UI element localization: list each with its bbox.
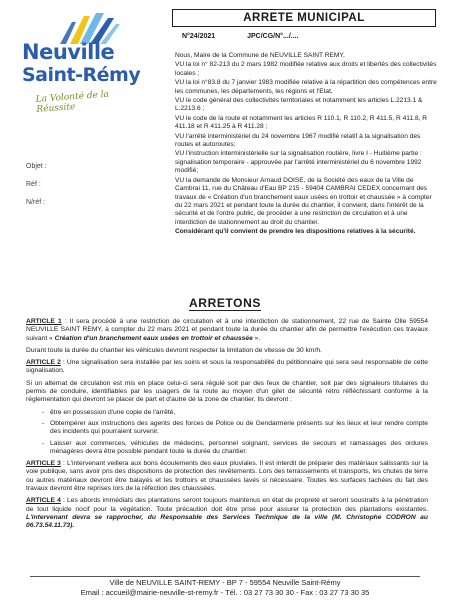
article-2-text: : Une signalisation sera installée par les soins et sous la responsabilité du pétitionnaire qui sera seul responsable de cette signalisation. xyxy=(26,359,428,375)
considerant-item: VU la demande de Monsieur Arnaud DOISE, de la Société des eaux de la Ville de Cambrai 11, rue du Château d'Eau BP 215 - 59404 CAMBRAI CEDEX concernant des travaux de « Création d'un branchement eaux usées en trottoir et chaussée » à compter du 22 mars 2021 et pendant toute la durée du chantier, il convient, dans l'intérêt de la sécurité et de l'ordre public, de procéder à une restriction de circulation et à une interdiction de stationnement au droit du chantier. xyxy=(175,176,432,226)
article-3 xyxy=(26,460,428,493)
article-1-speed: Durant toute la durée du chantier les véhicules devront respecter la limitation de vitesse de 30 km/h. xyxy=(26,346,322,354)
considerant-item: VU l'instruction interministérielle sur la signalisation routière, livre I - Huitième partie : signalisation temporaire - approuvée par l'arrêté interministériel du 6 novembre 1992 modifié; xyxy=(175,150,422,175)
articles-section xyxy=(26,318,428,535)
article-2-bullets xyxy=(26,409,428,456)
list-item: - être en possession d'une copie de l'arrêté, xyxy=(50,409,428,417)
logo-tagline: La Volonté de la Réussite xyxy=(35,89,110,115)
arrete-number: N°24/2021 xyxy=(182,33,216,40)
reference-fields xyxy=(26,158,136,212)
list-item: - Laisser aux commerces, véhicules de médecins, personnel soignant, services de secours et ramassages des ordures ménagères devra être possible pendant toute la durée du chantier. xyxy=(50,440,428,457)
article-2 xyxy=(26,359,428,376)
footer-divider xyxy=(30,576,420,577)
logo-name-line2: Saint-Rémy xyxy=(22,64,141,86)
considerant-item: VU la loi n° 82-213 du 2 mars 1982 modifiée relative aux droits et libertés des collectivités locales ; xyxy=(175,61,437,77)
footer xyxy=(0,578,450,597)
considerant-item: VU le code général des collectivités territoriales et notamment les articles L.2213.1 & L.2213.6 ; xyxy=(175,97,423,113)
article-4 xyxy=(26,497,428,530)
article-4-emphasis: L'intervenant devra se rapprocher, du Responsable des Services Technique de la ville (M. Christophe CODRON au 06.73.54.11.73). xyxy=(26,513,428,530)
article-3-label: ARTICLE 3 xyxy=(26,460,61,468)
considerant-intro: Nous, Maire de la Commune de NEUVILLE SAINT REMY, xyxy=(175,52,345,59)
considerant-item: VU la loi n°83.8 du 7 janvier 1983 modifiée relative à la répartition des compétences entre les communes, les départements, les régions et l'Etat, xyxy=(175,79,437,95)
arretons-heading-text: ARRETONS xyxy=(189,296,261,310)
article-1-text: : Il sera procédé à une restriction de circulation et à une interdiction de stationnement, 22 rue de Sainte Olle 59554 NEUVILLE SAINT REMY, à compter du 22 mars 2021 et pendant toute la durée du chantier afin de permettre l'exécution ces travaux suivant « xyxy=(26,318,428,342)
article-1-label: ARTICLE 1 xyxy=(26,318,62,325)
reference-line xyxy=(182,33,432,40)
considerant-item: VU l'arrêté interministériel du 24 novembre 1967 modifié relatif à la signalisation des routes et autoroutes; xyxy=(175,132,421,149)
considerant-item: Considérant qu'il convient de prendre les dispositions relatives à la sécurité. xyxy=(175,228,416,236)
article-4-text: : Les abords immédiats des plantations seront toujours maintenus en état de propreté et seront soustraits à la pénétration de tout liquide nocif pour la végétation. Toute précaution doit être prise pour assurer la protection des plantations existantes. xyxy=(26,497,428,513)
object-field-label: Objet : xyxy=(26,163,47,170)
footer-contact: Email : accueil@mairie-neuville-st-remy.fr - Tél. : 03 27 73 30 30 - Fax : 03 27 73 30 35 xyxy=(80,587,370,597)
article-1-text-end: ». xyxy=(252,334,261,342)
article-2-label: ARTICLE 2 xyxy=(26,359,61,367)
document-title: ARRETE MUNICIPAL xyxy=(172,9,436,27)
arrete-code: JPC/CG/N°.../.... xyxy=(247,33,299,40)
ref-field-label: Réf : xyxy=(26,181,41,188)
arretons-heading xyxy=(0,296,450,310)
article-3-text: : L'intervenant veillera aux bons écoulements des eaux pluviales. Il est interdit de préparer des matériaux salissants sur la voie publique, sans avoir pris des dispositions de protection des revêtements. Lors des terrassements et transports, les chutes de terre ou autres matériaux devront être balayés et les trottoirs et chaussées lavés si nécessaire. Toutes les surfaces tachées du fait des travaux devront être reprises lors de la réfection des chaussées. xyxy=(26,460,428,493)
article-2-alternat: Si un alternat de circulation est mis en place celui-ci sera régulé soit par des feux de chantier, soit par des signaleurs titulaires du permis de conduire, identifiables par les usagers de la route au moyen d'un gilet de sécurité rétro réfléchissant conforme à la réglementation qui devront se placer de part et d'autre de la zone de chantier. Ils devront : xyxy=(26,379,428,404)
list-item: - Obtempérer aux instructions des agents des forces de Police ou de Gendarmerie présents sur les lieux et leur rendre compte des incidents qui pourraient survenir. xyxy=(50,420,428,437)
article-4-label: ARTICLE 4 xyxy=(26,497,61,505)
considerant-item: VU le code de la route et notamment les articles R 110.1, R 110.2, R 411.5, R 411.8, R 411.18 et R 411.25 à R 411.28 ; xyxy=(175,114,428,131)
article-1-emphasis: Création d'un branchement eaux usées en trottoir et chaussée xyxy=(54,334,253,342)
considerants-section xyxy=(175,52,437,238)
logo-name-line1: Neuville xyxy=(22,40,115,64)
footer-address: Ville de NEUVILLE SAINT-REMY - BP 7 - 59554 Neuville Saint-Rémy xyxy=(109,578,341,587)
article-1 xyxy=(26,318,428,343)
nref-field-label: N/réf : xyxy=(26,199,46,206)
